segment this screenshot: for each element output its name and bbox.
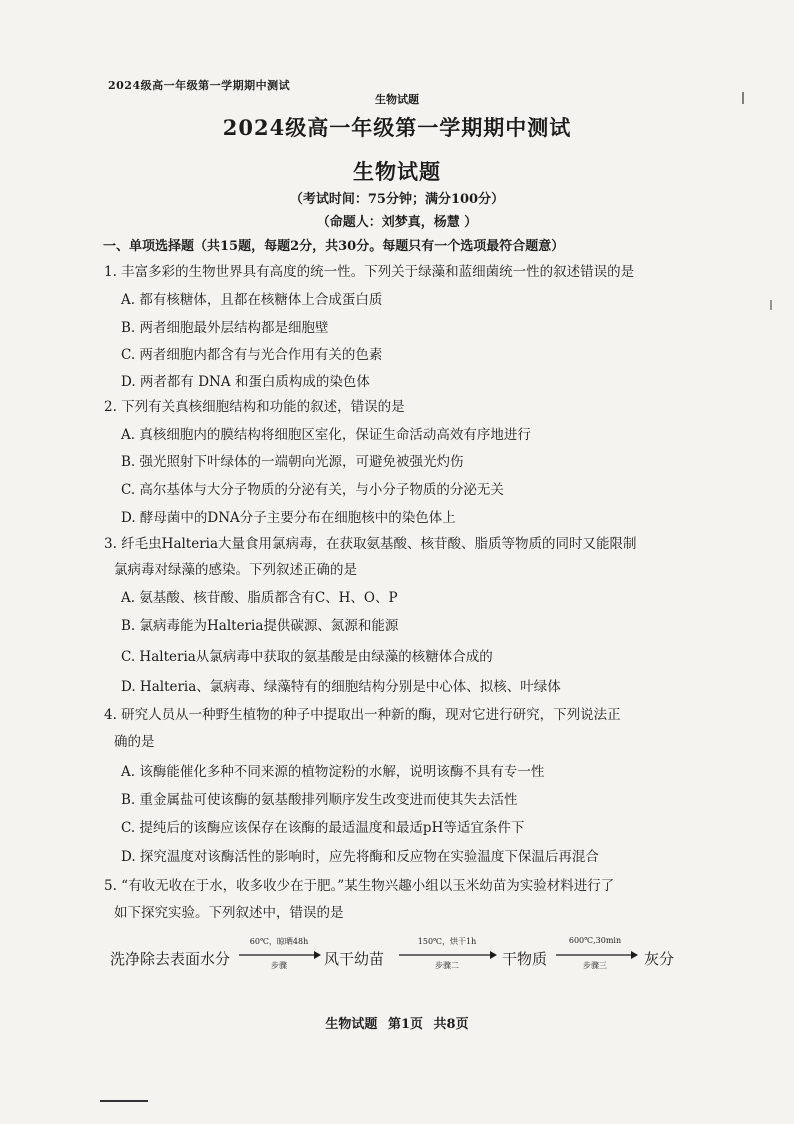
question-3-option-b: B. 氯病毒能为Halteria提供碳源、氮源和能源 (121, 618, 399, 634)
flow-node-wash: 洗净除去表面水分 (110, 950, 231, 968)
section-heading: 一、单项选择题（共15题，每题2分，共30分。每题只有一个选项最符合题意） (103, 239, 565, 254)
page-footer (0, 1013, 794, 1032)
question-3-option-d: D. Halteria、氯病毒、绿藻特有的细胞结构分别是中心体、拟核、叶绿体 (121, 679, 561, 695)
footer-total-pages: 共8页 (433, 1017, 469, 1032)
question-3-stem: 3. 纤毛虫Halteria大量食用氯病毒，在获取氨基酸、核苷酸、脂质等物质的同时又能限制 (104, 536, 637, 552)
flow-condition-1: 60℃，晾晒48h (249, 937, 309, 946)
question-4-stem-cont: 确的是 (114, 734, 155, 750)
scan-mark (770, 300, 772, 310)
flow-condition-2: 150℃，烘干1h (417, 937, 477, 946)
running-header: 2024级高一年级第一学期期中测试 (108, 79, 291, 92)
flow-node-seedling: 风干幼苗 (324, 950, 385, 968)
subject-label: 生物试题 (375, 93, 419, 106)
question-1-stem: 1. 丰富多彩的生物世界具有高度的统一性。下列关于绿藻和蓝细菌统一性的叙述错误的是 (104, 264, 635, 280)
question-5-stem: 5. “有收无收在于水，收多收少在于肥。”某生物兴趣小组以玉米幼苗为实验材料进行了 (104, 878, 615, 894)
question-4-option-d: D. 探究温度对该酶活性的影响时，应先将酶和反应物在实验温度下保温后再混合 (121, 849, 599, 865)
question-3-stem-cont: 氯病毒对绿藻的感染。下列叙述正确的是 (114, 562, 357, 578)
experiment-flow (110, 936, 700, 976)
question-5-stem-cont: 如下探究实验。下列叙述中，错误的是 (114, 905, 344, 921)
question-2-option-a: A. 真核细胞内的膜结构将细胞区室化，保证生命活动高效有序地进行 (121, 427, 531, 443)
page-title: 2024级高一年级第一学期期中测试 (222, 115, 572, 140)
question-1-option-a: A. 都有核糖体，且都在核糖体上合成蛋白质 (121, 292, 383, 308)
page-subtitle: 生物试题 (353, 159, 441, 184)
question-3-option-c: C. Halteria从氯病毒中获取的氨基酸是由绿藻的核糖体合成的 (121, 649, 493, 665)
question-2-stem: 2. 下列有关真核细胞结构和功能的叙述，错误的是 (104, 399, 405, 415)
question-2-option-d: D. 酵母菌中的DNA分子主要分布在细胞核中的染色体上 (121, 510, 456, 526)
scan-mark (100, 1100, 148, 1102)
flow-step-1: 步骤 (271, 961, 287, 970)
flow-step-3: 步骤三 (583, 961, 607, 970)
question-4-option-c: C. 提纯后的该酶应该保存在该酶的最适温度和最适pH等适宜条件下 (121, 820, 525, 836)
question-1-option-c: C. 两者细胞内都含有与光合作用有关的色素 (121, 347, 383, 363)
flow-node-ash: 灰分 (644, 950, 675, 968)
question-4-stem: 4. 研究人员从一种野生植物的种子中提取出一种新的酶，现对它进行研究，下列说法正 (104, 707, 621, 723)
exam-info: （考试时间：75分钟；满分100分） (289, 192, 505, 207)
question-4-option-b: B. 重金属盐可使该酶的氨基酸排列顺序发生改变进而使其失去活性 (121, 792, 518, 808)
question-3-option-a: A. 氨基酸、核苷酸、脂质都含有C、H、O、P (121, 590, 398, 606)
question-1-option-d: D. 两者都有 DNA 和蛋白质构成的染色体 (121, 374, 370, 390)
question-2-option-b: B. 强光照射下叶绿体的一端朝向光源，可避免被强光灼伤 (121, 454, 464, 470)
exam-authors: （命题人：刘梦真，杨慧 ） (316, 215, 478, 230)
question-4-option-a: A. 该酶能催化多种不同来源的植物淀粉的水解，说明该酶不具有专一性 (121, 764, 545, 780)
question-2-option-c: C. 高尔基体与大分子物质的分泌有关，与小分子物质的分泌无关 (121, 482, 504, 498)
flow-condition-3: 600℃,30min (568, 936, 622, 945)
question-1-option-b: B. 两者细胞最外层结构都是细胞壁 (121, 320, 329, 336)
footer-page-number: 第1页 (387, 1017, 423, 1032)
flow-node-dry-matter: 干物质 (502, 950, 548, 968)
scan-mark (742, 92, 744, 104)
footer-subject: 生物试题 (325, 1017, 378, 1032)
flow-step-2: 步骤二 (435, 961, 459, 970)
